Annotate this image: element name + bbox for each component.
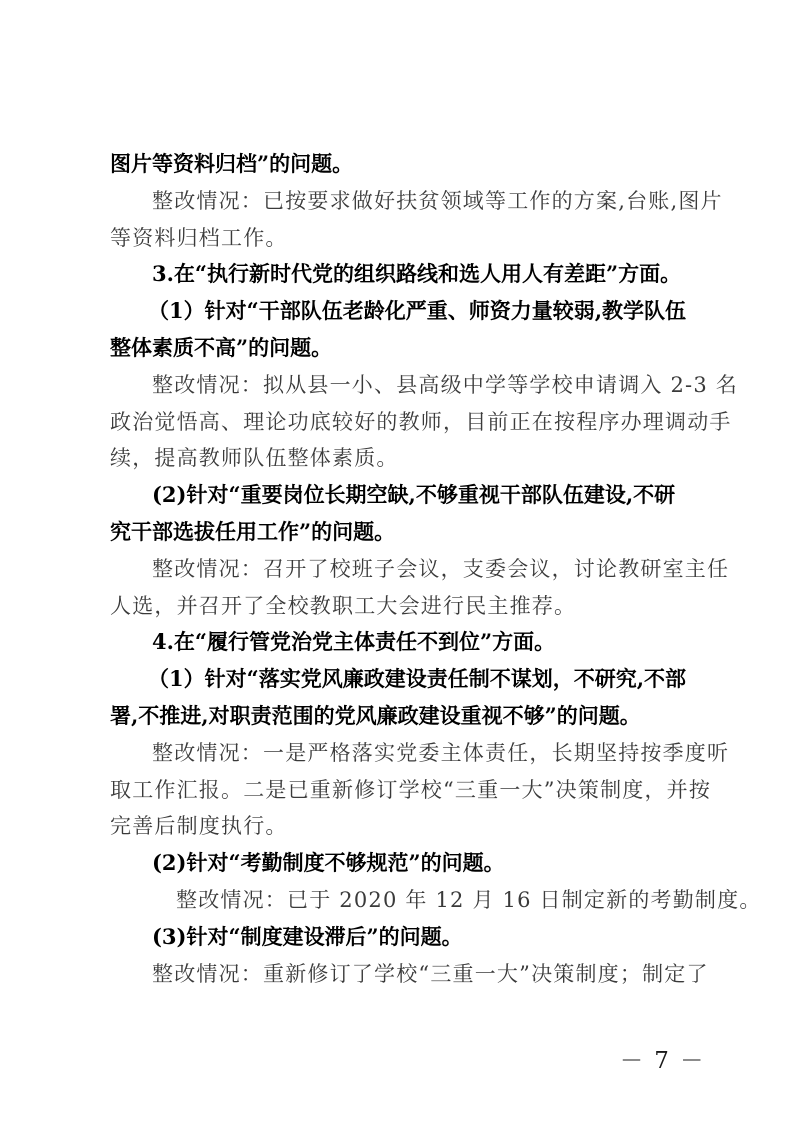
document-body (110, 146, 762, 992)
issue-heading: （1）针对“干部队伍老龄化严重、师资力量较弱,教学队伍 (148, 298, 686, 324)
rectification-paragraph: 整改情况：一是严格落实党委主体责任，长期坚持按季度听 (152, 740, 730, 765)
rectification-paragraph: 整改情况：拟从县一小、县高级中学等学校申请调入 2-3 名 (152, 372, 738, 397)
rectification-paragraph: 整改情况：召开了校班子会议，支委会议，讨论教研室主任 (152, 556, 730, 581)
issue-heading: （1）针对“落实党风廉政建设责任制不谋划，不研究,不部 (148, 666, 686, 692)
rectification-paragraph: 人选，并召开了全校教职工大会进行民主推荐。 (110, 593, 577, 618)
page-number: － 7 － (620, 1048, 706, 1074)
rectification-paragraph: 政治觉悟高、理论功底较好的教师，目前正在按程序办理调动手 (110, 409, 732, 434)
rectification-paragraph: 续，提高教师队伍整体素质。 (110, 446, 399, 471)
issue-heading: 整体素质不高”的问题。 (110, 334, 333, 360)
issue-heading: (3)针对“制度建设滞后”的问题。 (152, 923, 463, 949)
rectification-paragraph: 完善后制度执行。 (110, 814, 288, 839)
section-heading-4: 4.在“履行管党治党主体责任不到位”方面。 (152, 629, 556, 655)
section-heading-3: 3.在“执行新时代党的组织路线和选人用人有差距”方面。 (152, 261, 682, 287)
rectification-paragraph: 取工作汇报。二是已重新修订学校“三重一大”决策制度，并按 (110, 777, 712, 802)
issue-heading: (2)针对“考勤制度不够规范”的问题。 (152, 850, 505, 876)
rectification-paragraph: 整改情况：已于 2020 年 12 月 16 日制定新的考勤制度。 (176, 887, 762, 912)
issue-heading: 究干部选拔任用工作”的问题。 (110, 518, 396, 544)
rectification-paragraph: 整改情况：已按要求做好扶贫领域等工作的方案,台账,图片 (152, 188, 723, 213)
rectification-paragraph: 整改情况：重新修订了学校“三重一大”决策制度；制定了 (152, 961, 709, 986)
issue-heading: (2)针对“重要岗位长期空缺,不够重视干部队伍建设,不研 (152, 482, 676, 508)
issue-heading: 署,不推进,对职责范围的党风廉政建设重视不够”的问题。 (110, 702, 641, 728)
issue-continuation: 图片等资料归档”的问题。 (110, 151, 354, 176)
rectification-paragraph: 等资料归档工作。 (110, 225, 288, 250)
